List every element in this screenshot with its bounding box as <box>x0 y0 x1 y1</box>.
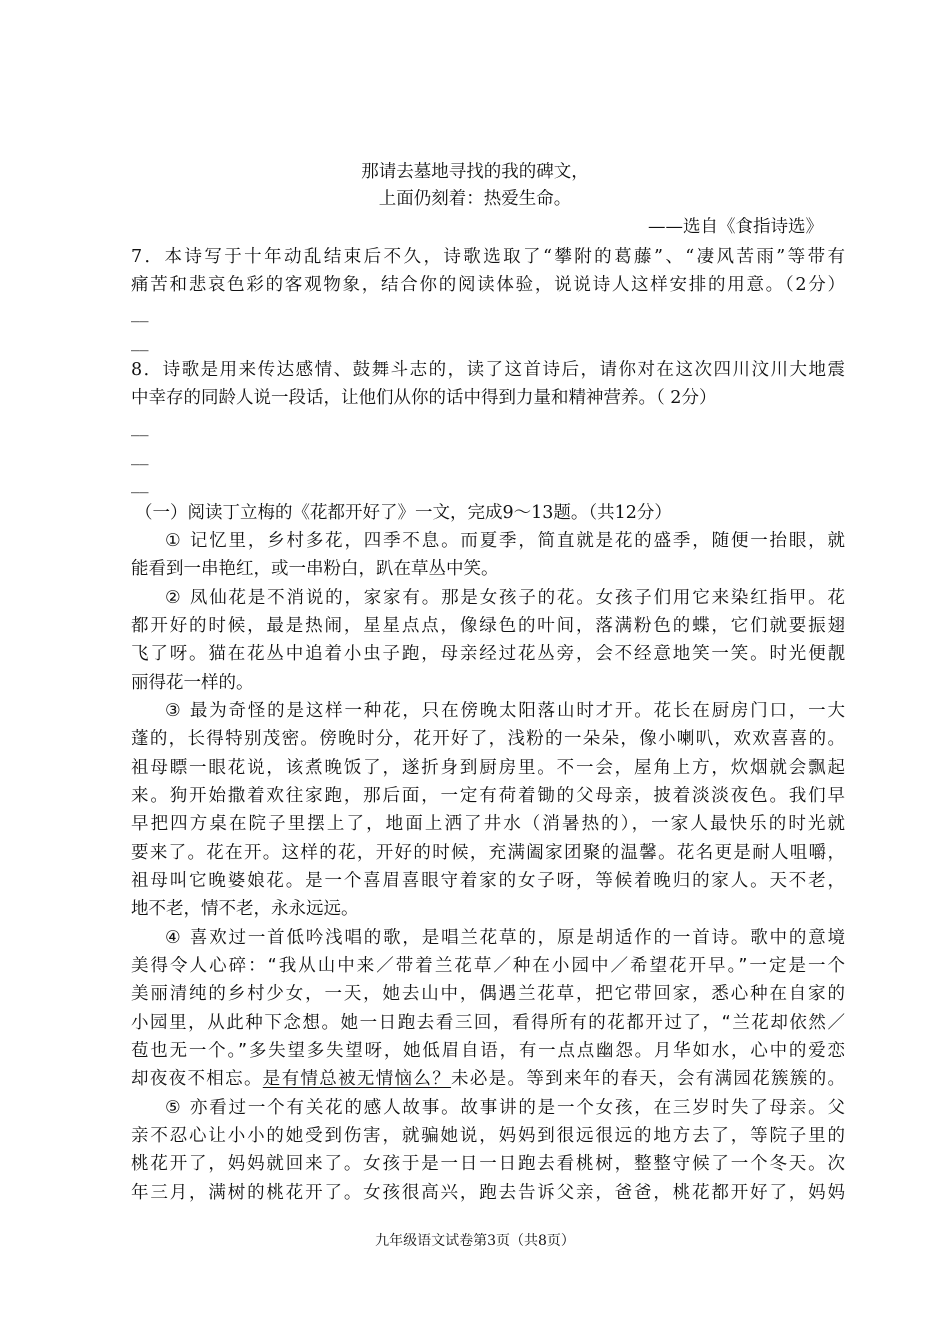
paragraph-4-line: ④ 喜欢过一首低吟浅唱的歌，是唱兰花草的，原是胡适作的一首诗。歌中的意境 <box>165 928 845 948</box>
paragraph-2-line: 飞了呀。猫在花丛中追着小虫子跑，母亲经过花丛旁，会不经意地笑一笑。时光便靓 <box>131 644 845 664</box>
paragraph-5-line: 年三月，满树的桃花开了。女孩很高兴，跑去告诉父亲，爸爸，桃花都开好了，妈妈 <box>131 1183 845 1203</box>
answer-blank: __ <box>131 332 149 352</box>
paragraph-4-line <box>131 1071 845 1089</box>
paragraph-3-line: 地不老，情不老，永永远远。 <box>131 899 359 919</box>
paragraph-4-line: 美丽清纯的乡村少女，一天，她去山中，偶遇兰花草，把它带回家，悉心种在自家的 <box>131 984 845 1004</box>
text-span: 未必是。等到来年的春天，会有满园花簇簇的。 <box>451 1069 846 1089</box>
paragraph-1-line: 能看到一串艳红，或一串粉白，趴在草丛中笑。 <box>131 559 499 579</box>
answer-blank: __ <box>131 446 149 466</box>
paragraph-4-line: 苞也无一个。”多失望多失望呀，她低眉自语，有一点点幽怨。月华如水，心中的爱恋 <box>131 1041 845 1061</box>
question-8-line-1: 8．诗歌是用来传达感情、鼓舞斗志的，读了这首诗后，请你对在这次四川汶川大地震 <box>131 360 845 380</box>
section-heading: （一）阅读丁立梅的《花都开好了》一文，完成9～13题。（共12分） <box>135 503 672 523</box>
paragraph-2-line: 丽得花一样的。 <box>131 673 254 693</box>
paragraph-1-line: ① 记忆里，乡村多花，四季不息。而夏季，简直就是花的盛季，随便一抬眼，就 <box>165 531 845 551</box>
paragraph-3-line: 祖母瞟一眼花说，该煮晚饭了，遂折身到厨房里。不一会，屋角上方，炊烟就会飘起 <box>131 758 845 778</box>
paragraph-5-line: 桃花开了，妈妈就回来了。女孩于是一日一日跑去看桃树，整整守候了一个冬天。次 <box>131 1154 845 1174</box>
text-span: 却夜夜不相忘。 <box>131 1069 263 1089</box>
question-7-line-1: 7．本诗写于十年动乱结束后不久，诗歌选取了“攀附的葛藤”、“凄风苦雨”等带有 <box>131 247 845 267</box>
paragraph-5-line: ⑤ 亦看过一个有关花的感人故事。故事讲的是一个女孩，在三岁时失了母亲。父 <box>165 1098 845 1118</box>
paragraph-4-line: 美得令人心碎：“我从山中来／带着兰花草／种在小园中／希望花开早。”一定是一个 <box>131 956 845 976</box>
question-7-line-2: 痛苦和悲哀色彩的客观物象，结合你的阅读体验，说说诗人这样安排的用意。（2分） <box>131 275 845 295</box>
paragraph-4-line: 小园里，从此种下念想。她一日跑去看三回，看得所有的花都开过了，“兰花却依然／ <box>131 1013 845 1033</box>
paragraph-2-line: ② 凤仙花是不消说的，家家有。那是女孩子的花。女孩子们用它来染红指甲。花 <box>165 588 845 608</box>
poem-line-1: 那请去墓地寻找的我的碑文， <box>361 162 589 182</box>
question-8-line-2: 中幸存的同龄人说一段话，让他们从你的话中得到力量和精神营养。（ 2分） <box>131 388 717 408</box>
paragraph-2-line: 都开好的时候，最是热闹，星星点点，像绿色的叶间，落满粉色的蝶，它们就要振翅 <box>131 616 845 636</box>
paragraph-3-line: 要来了。花在开。这样的花，开好的时候，充满阖家团聚的温馨。花名更是耐人咀嚼， <box>131 843 845 863</box>
answer-blank: __ <box>131 303 149 323</box>
paragraph-3-line: 早把四方桌在院子里摆上了，地面上洒了井水（消暑热的），一家人最快乐的时光就 <box>131 814 845 834</box>
poem-source: ——选自《食指诗选》 <box>648 217 823 237</box>
page-footer: 九年级语文试卷第3页（共8页） <box>375 1233 575 1249</box>
paragraph-5-line: 亲不忍心让小小的她受到伤害，就骗她说，妈妈到很远很远的地方去了，等院子里的 <box>131 1126 845 1146</box>
poem-line-2: 上面仍刻着：热爱生命。 <box>378 189 572 209</box>
underlined-sentence: 是有情总被无情恼么？ <box>262 1069 452 1089</box>
answer-blank: __ <box>131 417 149 437</box>
paragraph-3-line: 来。狗开始撒着欢往家跑，那后面，一定有荷着锄的父母亲，披着淡淡夜色。我们早 <box>131 786 845 806</box>
answer-blank: __ <box>131 474 149 494</box>
paragraph-3-line: ③ 最为奇怪的是这样一种花，只在傍晚太阳落山时才开。花长在厨房门口，一大 <box>165 701 845 721</box>
paragraph-3-line: 蓬的，长得特别茂密。傍晚时分，花开好了，浅粉的一朵朵，像小喇叭，欢欢喜喜的。 <box>131 729 845 749</box>
paragraph-3-line: 祖母叫它晚婆娘花。是一个喜眉喜眼守着家的女子呀，等候着晚归的家人。天不老， <box>131 871 845 891</box>
